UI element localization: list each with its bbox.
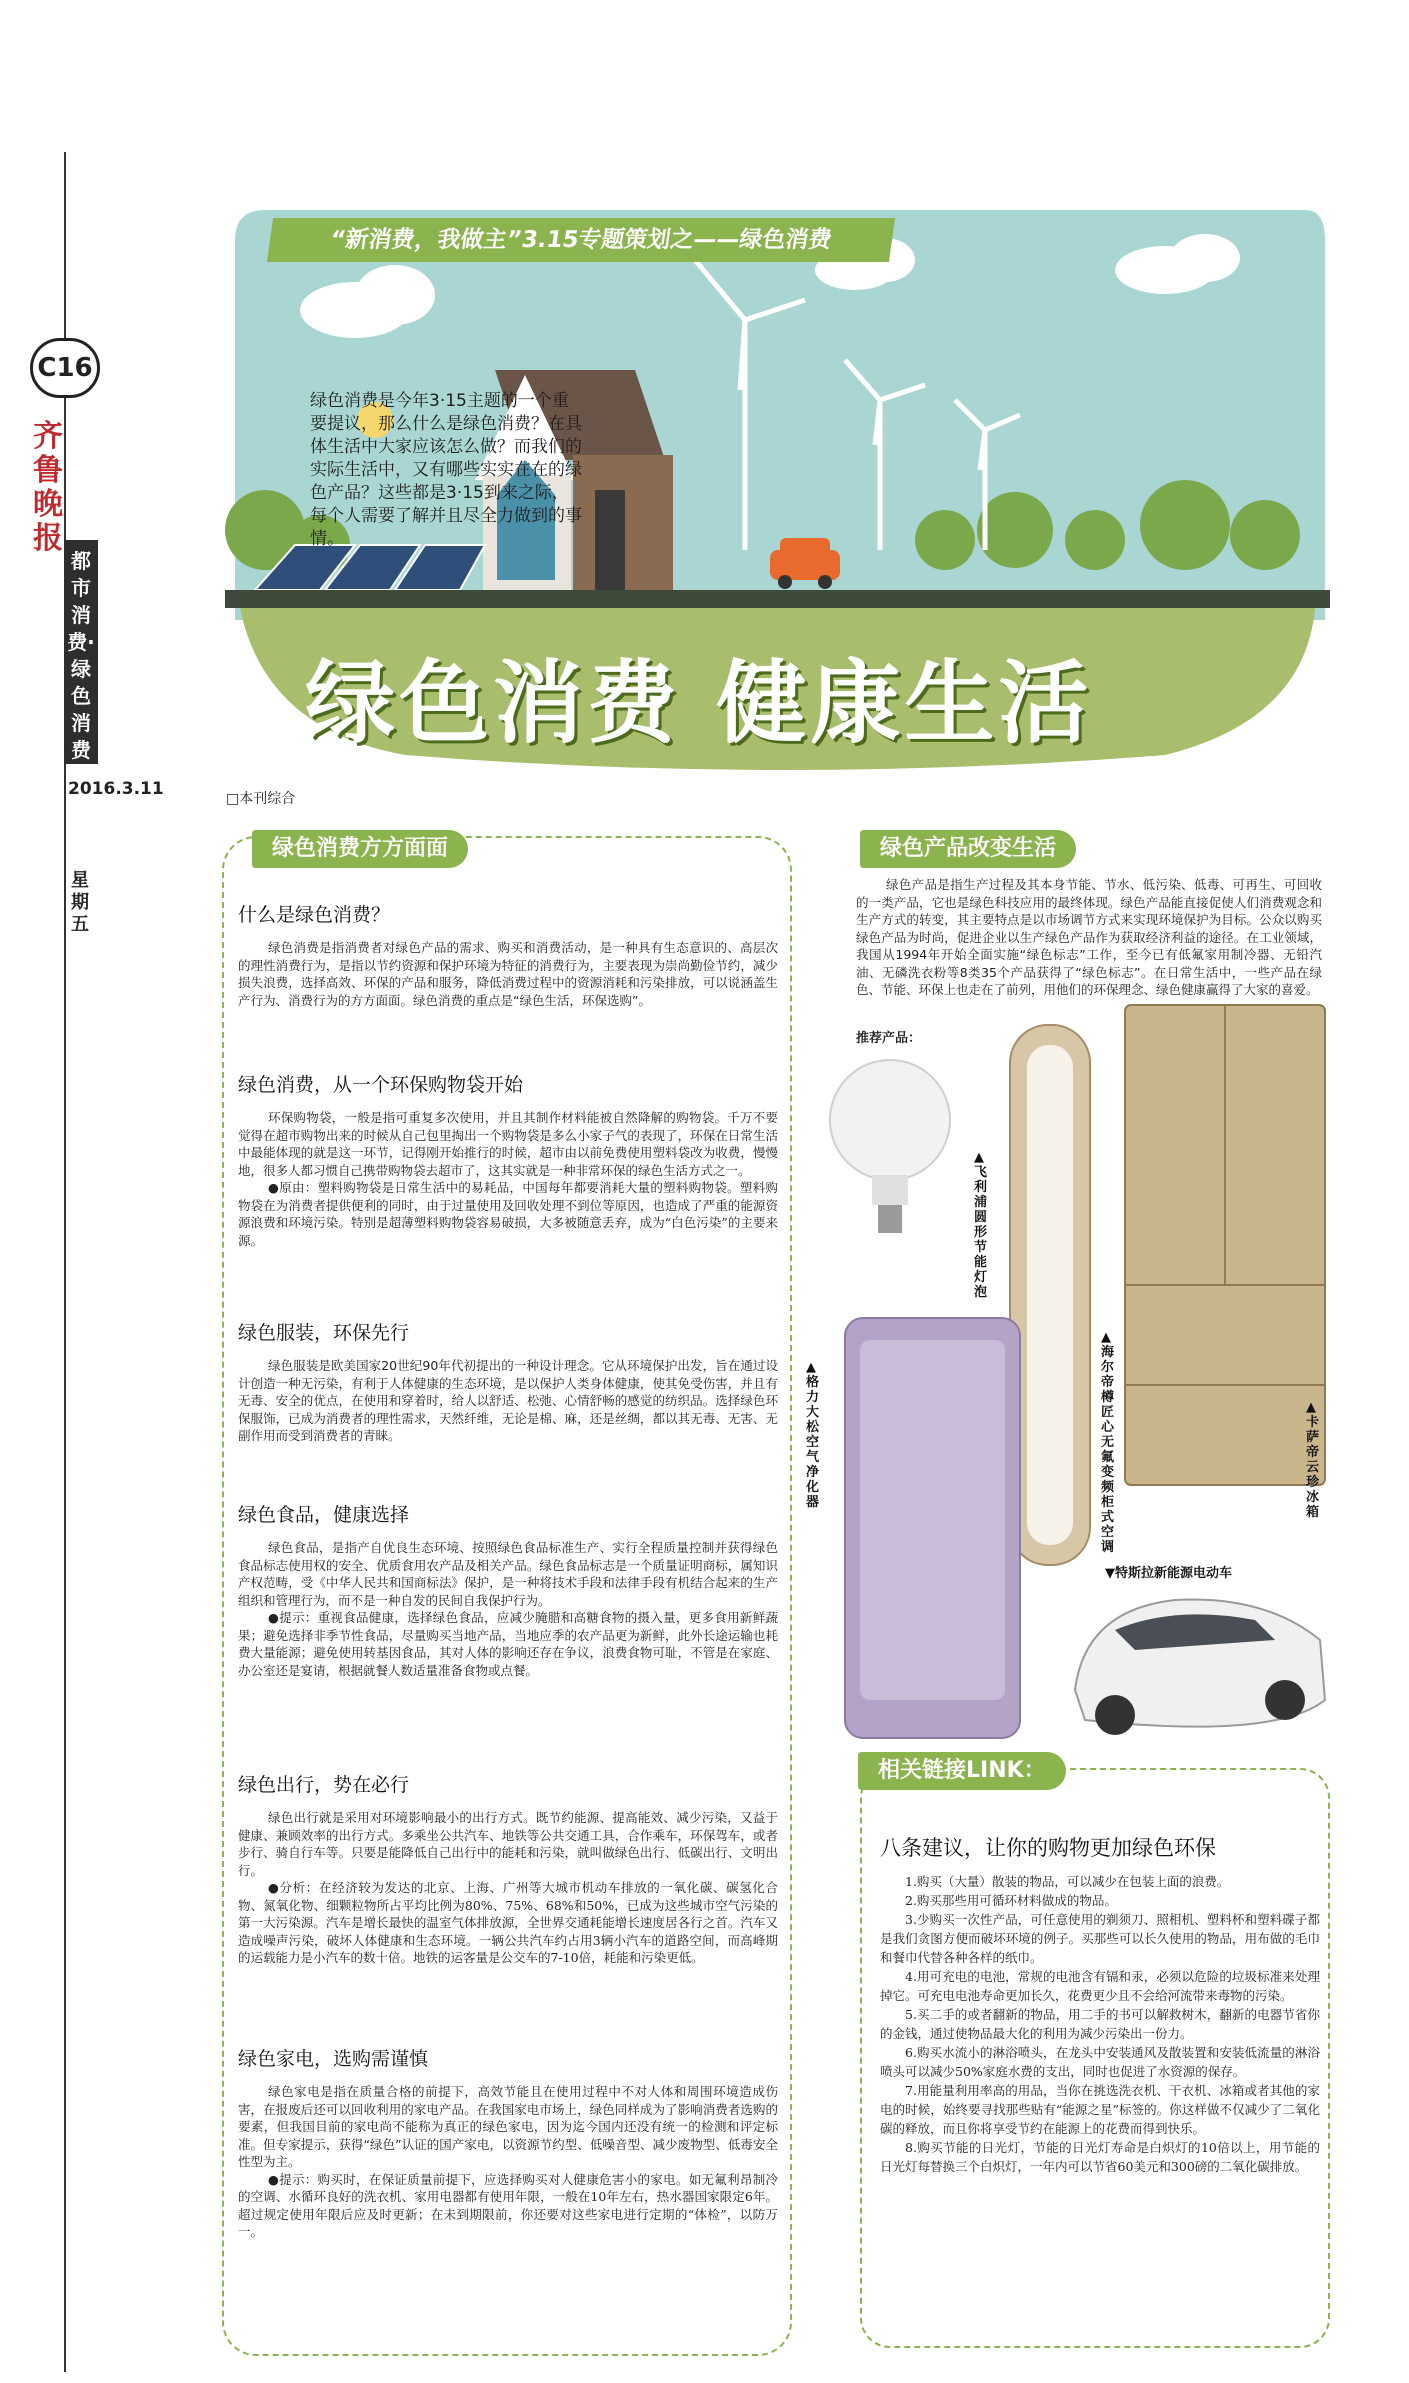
purifier-icon [845,1318,1020,1738]
road [225,590,1330,608]
article-heading: 绿色消费，从一个环保购物袋开始 [238,1074,524,1096]
bulb-icon [830,1060,950,1233]
article-shopping-bag [238,1070,778,1249]
list-item: 6.购买水流小的淋浴喷头，在龙头中安装通风及散装置和安装低流量的淋浴喷头可以减少50%家庭水费的支出，同时也促进了水资源的保存。 [880,2045,1320,2079]
list-item: 3.少购买一次性产品，可任意使用的剃须刀、照相机、塑料杯和塑料碟子都是我们贪图方便而破坏环境的例子。买那些可以长久使用的物品，用布做的毛巾和餐巾代替各种各样的纸巾。 [880,1912,1320,1965]
article-heading: 绿色食品，健康选择 [238,1504,410,1526]
article-travel [238,1770,778,1967]
air-conditioner-icon [1010,1025,1090,1565]
article-appliances [238,2044,778,2241]
product-images [815,1000,1335,1770]
list-item: 7.用能量利用率高的用品，当你在挑选洗衣机、干衣机、冰箱或者其他的家电的时候，始终要寻找那些贴有“能源之星”标签的。你这样做不仅减少了二氧化碳的释放，而且你将享受节约在能源上的花费而得到快乐。 [880,2083,1320,2136]
byline: □本刊综合 [226,791,296,807]
article-what-is [238,900,778,1009]
article-note: ●提示：重视食品健康，选择绿色食品，应减少腌腊和高糖食物的摄入量，更多食用新鲜蔬果；避免选择非季节性食品，尽量购买当地产品，当地应季的农产品更为新鲜，此外长途运输也耗费大量能源；避免使用转基因食品，其对人体的影响还存在争议，浪费食物可耻，不管是在家庭、办公室还是宴请，根据就餐人数适量准备食物或点餐。 [238,1610,778,1678]
recommend-label: 推荐产品： [856,1031,922,1046]
list-item: 5.买二手的或者翻新的物品，用二手的书可以解救树木，翻新的电器节省你的金钱，通过使物品最大化的利用为减少污染出一份力。 [880,2007,1320,2041]
left-section-tag: 绿色消费方方面面 [252,830,468,868]
list-item: 2.购买那些用可循环材料做成的物品。 [905,1893,1117,1908]
list-item: 1.购买（大量）散装的物品，可以减少在包装上面的浪费。 [905,1874,1230,1889]
aircon-label: ▲海尔帝樽匠心无氟变频柜式空调 [1101,1330,1115,1555]
issue-date: 2016.3.11 [68,779,164,799]
article-food [238,1500,778,1679]
related-links-tag: 相关链接LINK： [858,1752,1066,1790]
article-paragraph: 绿色消费是指消费者对绿色产品的需求、购买和消费活动，是一种具有生态意识的、高层次的理性消费行为，是指以节约资源和保护环境为特征的消费行为，主要表现为崇尚勤俭节约，减少损失浪费，选择高效、环保的产品和服务，降低消费过程中的资源消耗和污染排放，可以说涵盖生产行为、消费行为的方方面面。绿色消费的重点是“绿色生活，环保选购”。 [238,940,778,1008]
suggestion-list [880,1872,1320,2176]
page-number-badge: C16 [30,338,100,398]
issue-weekday: 星期五 [71,870,89,935]
green-products-intro: 绿色产品是指生产过程及其本身节能、节水、低污染、低毒、可再生、可回收的一类产品，它也是绿色科技应用的最终体现。绿色产品能直接促使人们消费观念和生产方式的转变，其主要特点是以市场调节方式来实现环境保护为目标。公众以购买绿色产品为时尚，促进企业以生产绿色产品作为获取经济利益的途径。在工业领域，我国从1994年开始全面实施“绿色标志”工作，至今已有低氟家用制冷器、无铅汽油、无磷洗衣粉等8类35个产品获得了“绿色标志”。在日常生活中，一些产品在绿色、节能、环保上也走在了前列，用他们的环保理念、绿色健康赢得了大家的喜爱。 [856,877,1322,997]
car-label: ▼特斯拉新能源电动车 [1105,1566,1232,1581]
article-note: ●提示：购买时，在保证质量前提下，应选择购买对人健康危害小的家电。如无氟利昂制冷的空调、水循环良好的洗衣机、家用电器都有使用年限，一般在10年左右，热水器国家限定6年。超过规定使用年限后应及时更新；在未到期限前，你还要对这些家电进行定期的“体检”，以防万一。 [238,2171,778,2239]
article-note: ●分析：在经济较为发达的北京、上海、广州等大城市机动车排放的一氧化碳、碳氢化合物、氮氧化物、细颗粒物所占平均比例为80%、75%、68%和50%，已成为这些城市空气污染的第一大污染源。汽车是增长最快的温室气体排放源，全世界交通耗能增长速度居各行之首。汽车又造成噪声污染，破坏人体健康和生态环境。一辆公共汽车约占用3辆小汽车的道路空间，而高峰期的运载能力是小汽车的数十倍。地铁的运客量是公交车的7-10倍，耗能和污染更低。 [238,1880,778,1965]
article-paragraph: 绿色家电是指在质量合格的前提下，高效节能且在使用过程中不对人体和周围环境造成伤害，在报废后还可以回收利用的家电产品。在我国家电市场上，绿色同样成为了影响消费者选购的要素，但我国目前的家电尚不能称为真正的绿色家电，因为迄今国内还没有统一的检测和评定标准。但专家提示，获得“绿色”认证的国产家电，以资源节约型、低噪音型、减少废物型、低毒安全性型为主。 [238,2084,778,2169]
list-item: 8.购买节能的日光灯，节能的日光灯寿命是白炽灯的10倍以上，用节能的日光灯每替换三个白炽灯，一年内可以节省60美元和300磅的二氧化碳排放。 [880,2140,1320,2174]
article-heading: 绿色出行，势在必行 [238,1774,410,1796]
related-links-title: 八条建议，让你的购物更加绿色环保 [880,1836,1216,1860]
article-paragraph: 绿色出行就是采用对环境影响最小的出行方式。既节约能源、提高能效、减少污染，又益于健康、兼顾效率的出行方式。多乘坐公共汽车、地铁等公共交通工具，合作乘车，环保驾车，或者步行、骑自行车等。只要是能降低自己出行中的能耗和污染，就叫做绿色出行、低碳出行、文明出行。 [238,1810,778,1878]
article-paragraph: 环保购物袋，一般是指可重复多次使用，并且其制作材料能被自然降解的购物袋。千万不要觉得在超市购物出来的时候从自己包里掏出一个购物袋是多么小家子气的表现了，环保在日常生活中最能体现的就是这一环节，记得刚开始推行的时候，超市由以前免费使用塑料袋改为收费，慢慢地，很多人都习惯自己携带购物袋去超市了，这其实就是一种非常环保的绿色生活方式之一。 [238,1110,778,1178]
bulb-label: ▲飞利浦圆形节能灯泡 [974,1150,988,1300]
newspaper-logo: 齐鲁晚报 [33,419,63,556]
product-art [815,1000,1335,1770]
article-paragraph: 绿色服装是欧美国家20世纪90年代初提出的一种设计理念。它从环境保护出发，旨在通过设计创造一种无污染，有利于人体健康的生态环境，是以保护人类身体健康，使其免受伤害，并且有无毒、安全的优点，在使用和穿着时，给人以舒适、松弛、心情舒畅的感觉的纺织品。选择绿色环保服饰，已成为消费者的理性需求，天然纤维，无论是棉、麻，还是丝绸，都以其无毒、无害、无副作用而受到消费者的青睐。 [238,1358,778,1443]
article-paragraph: 绿色食品，是指产自优良生态环境、按照绿色食品标准生产、实行全程质量控制并获得绿色食品标志使用权的安全、优质食用农产品及相关产品。绿色食品标志是一个质量证明商标，属知识产权范畴，受《中华人民共和国商标法》保护，是一种将技术手段和法律手段有机结合起来的生产组织和管理行为，而不是一种自发的民间自我保护行为。 [238,1540,778,1608]
article-note: ●原由：塑料购物袋是日常生活中的易耗品，中国每年都要消耗大量的塑料购物袋。塑料购物袋在为消费者提供便利的同时，由于过量使用及回收处理不到位等原因，也造成了严重的能源资源浪费和环境污染。特别是超薄塑料购物袋容易破损，大多被随意丢弃，成为“白色污染”的主要来源。 [238,1180,778,1248]
solar-panel-icons [255,545,485,590]
article-heading: 什么是绿色消费？ [238,904,391,926]
topic-banner [267,218,895,262]
right-section-tag: 绿色产品改变生活 [860,830,1076,868]
list-item: 4.用可充电的电池，常规的电池含有镉和汞，必须以危险的垃圾标准来处理掉它。可充电电池寿命更加长久，花费更少且不会给河流带来毒物的污染。 [880,1969,1320,2003]
article-clothing [238,1318,778,1445]
article-heading: 绿色家电，选购需谨慎 [238,2048,429,2070]
electric-car-icon [1075,1600,1325,1736]
fridge-icon [1125,1005,1325,1485]
article-heading: 绿色服装，环保先行 [238,1322,410,1344]
page-title: 绿色消费 健康生活 [305,651,1093,756]
section-name: 都市消费·绿色消费 [64,540,98,764]
fridge-label: ▲卡萨帝云珍冰箱 [1306,1400,1320,1520]
purifier-label: ▲格力大松空气净化器 [806,1360,820,1510]
banner-intro: 绿色消费是今年3·15主题的一个重要提议，那么什么是绿色消费？在具体生活中大家应该怎么做？而我们的实际生活中，又有哪些实实在在的绿色产品？这些都是3·15到来之际，每个人需要了解并且尽全力做到的事情。 [310,391,582,549]
topic-text: “新消费，我做主”3.15专题策划之——绿色消费 [328,227,834,253]
